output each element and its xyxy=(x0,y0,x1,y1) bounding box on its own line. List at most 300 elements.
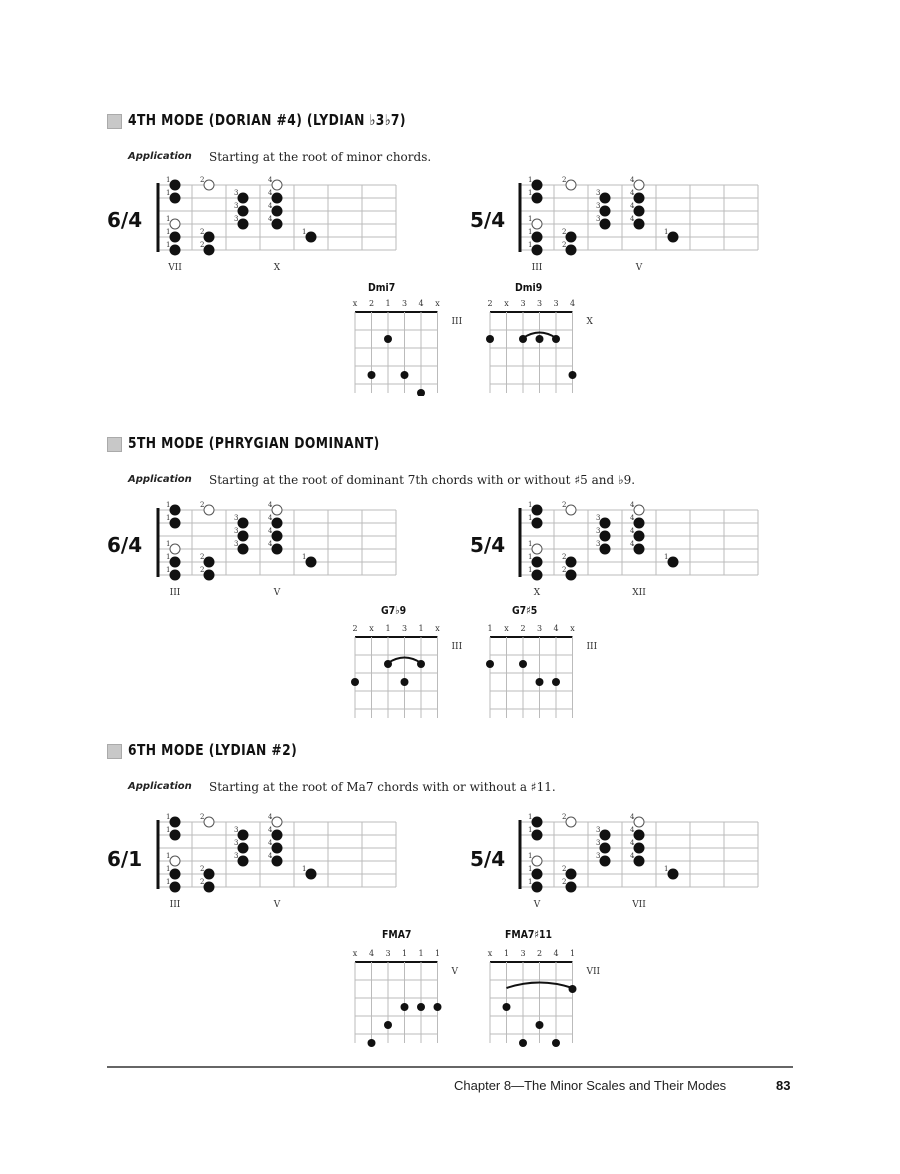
note-dot xyxy=(600,544,611,555)
root-marker xyxy=(532,856,542,866)
note-dot xyxy=(170,505,181,516)
finger-number: 4 xyxy=(268,527,273,535)
finger-dot xyxy=(417,389,425,396)
note-dot xyxy=(600,206,611,217)
finger-dot xyxy=(368,371,376,379)
chord-name: FMA7 xyxy=(382,928,412,941)
note-dot xyxy=(532,882,543,893)
note-dot xyxy=(532,869,543,880)
note-dot xyxy=(272,206,283,217)
note-dot xyxy=(600,830,611,841)
finger-number: 2 xyxy=(562,813,567,821)
section-marker xyxy=(107,744,122,759)
finger-number: 3 xyxy=(596,202,601,210)
note-dot xyxy=(566,232,577,243)
application-label: Application xyxy=(128,474,192,485)
finger-dot xyxy=(401,678,409,686)
scale-diagram-left xyxy=(150,175,410,275)
finger-number: 1 xyxy=(528,813,533,821)
note-dot xyxy=(238,518,249,529)
note-dot xyxy=(634,219,645,230)
note-dot xyxy=(272,193,283,204)
note-dot xyxy=(204,557,215,568)
finger-number: 4 xyxy=(268,176,273,184)
root-marker xyxy=(532,219,542,229)
section-title: 5TH MODE (PHRYGIAN DOMINANT) xyxy=(128,434,380,452)
position-label-right: 5/4 xyxy=(470,208,506,232)
scale-diagram-right xyxy=(512,812,782,917)
note-dot xyxy=(532,570,543,581)
note-dot xyxy=(170,232,181,243)
note-dot xyxy=(566,869,577,880)
string-marking: 2 xyxy=(352,624,358,633)
chord-diagram xyxy=(480,296,600,396)
finger-dot xyxy=(417,1003,425,1011)
finger-number: 2 xyxy=(562,865,567,873)
note-dot xyxy=(272,518,283,529)
finger-number: 4 xyxy=(268,215,273,223)
finger-number: 2 xyxy=(200,228,205,236)
finger-number: 4 xyxy=(630,540,635,548)
note-dot xyxy=(600,219,611,230)
application-label: Application xyxy=(128,151,192,162)
fret-position-label: V xyxy=(635,263,643,273)
finger-dot xyxy=(519,1039,527,1047)
finger-number: 1 xyxy=(664,228,669,236)
finger-number: 1 xyxy=(528,176,533,184)
finger-dot xyxy=(536,335,544,343)
finger-number: 1 xyxy=(528,826,533,834)
note-dot xyxy=(204,882,215,893)
finger-number: 3 xyxy=(596,189,601,197)
note-dot xyxy=(272,830,283,841)
finger-number: 1 xyxy=(528,852,533,860)
note-dot xyxy=(272,219,283,230)
finger-number: 1 xyxy=(166,826,171,834)
chord-name: G7♭9 xyxy=(381,604,407,617)
note-dot xyxy=(170,817,181,828)
fret-position-label: X xyxy=(533,588,541,598)
note-dot xyxy=(238,206,249,217)
note-dot xyxy=(170,193,181,204)
string-marking: 4 xyxy=(418,299,424,308)
finger-number: 1 xyxy=(528,540,533,548)
section-marker xyxy=(107,114,122,129)
finger-dot xyxy=(384,335,392,343)
note-dot xyxy=(600,531,611,542)
fret-position-label: VII xyxy=(632,900,646,910)
note-dot xyxy=(170,570,181,581)
finger-number: 1 xyxy=(302,553,307,561)
string-marking: 4 xyxy=(368,949,375,958)
finger-number: 3 xyxy=(234,527,239,535)
finger-number: 1 xyxy=(528,228,533,236)
finger-number: 3 xyxy=(596,527,601,535)
root-marker xyxy=(634,180,644,190)
note-dot xyxy=(204,232,215,243)
finger-number: 1 xyxy=(166,514,171,522)
string-marking: 3 xyxy=(536,624,543,633)
note-dot xyxy=(306,232,317,243)
finger-number: 1 xyxy=(166,228,171,236)
finger-number: 3 xyxy=(234,839,239,847)
finger-dot xyxy=(503,1003,511,1011)
finger-number: 1 xyxy=(166,813,171,821)
string-marking: 3 xyxy=(520,299,526,308)
fret-position-label: X xyxy=(273,263,281,273)
string-marking: 1 xyxy=(418,624,424,633)
section-title: 4TH MODE (DORIAN #4) (LYDIAN ♭3♭7) xyxy=(128,111,406,129)
string-marking: 1 xyxy=(418,949,424,958)
note-dot xyxy=(204,869,215,880)
string-marking: 3 xyxy=(385,949,391,958)
note-dot xyxy=(566,570,577,581)
finger-number: 1 xyxy=(166,865,171,873)
finger-number: 2 xyxy=(200,553,205,561)
finger-number: 2 xyxy=(200,241,205,249)
string-marking: 2 xyxy=(487,299,493,308)
string-marking: 3 xyxy=(520,949,526,958)
fret-position-label: VII xyxy=(168,263,182,273)
string-marking: x xyxy=(435,624,440,633)
root-marker xyxy=(532,544,542,554)
note-dot xyxy=(668,869,679,880)
finger-dot xyxy=(536,678,544,686)
note-dot xyxy=(668,557,679,568)
note-dot xyxy=(532,180,543,191)
string-marking: 4 xyxy=(553,949,559,958)
note-dot xyxy=(272,856,283,867)
note-dot xyxy=(532,505,543,516)
chord-diagram xyxy=(480,621,600,721)
finger-number: 3 xyxy=(234,189,239,197)
chord-diagram xyxy=(345,296,465,396)
finger-number: 1 xyxy=(166,215,171,223)
finger-number: 2 xyxy=(562,501,567,509)
note-dot xyxy=(170,518,181,529)
fret-position-label: III xyxy=(169,900,181,910)
note-dot xyxy=(306,869,317,880)
string-marking: 1 xyxy=(401,949,408,958)
note-dot xyxy=(170,557,181,568)
finger-number: 1 xyxy=(528,501,533,509)
finger-number: 2 xyxy=(562,566,567,574)
note-dot xyxy=(170,245,181,256)
application-text: Starting at the root of minor chords. xyxy=(209,150,432,164)
finger-number: 4 xyxy=(630,852,635,860)
finger-number: 1 xyxy=(528,514,533,522)
string-marking: 1 xyxy=(385,624,391,633)
chord-fret-label: V xyxy=(451,967,458,977)
note-dot xyxy=(532,557,543,568)
fret-position-label: XII xyxy=(632,588,646,598)
finger-number: 4 xyxy=(268,839,273,847)
note-dot xyxy=(634,544,645,555)
string-marking: 1 xyxy=(385,299,391,308)
finger-number: 1 xyxy=(166,501,171,509)
note-dot xyxy=(306,557,317,568)
position-label-left: 6/1 xyxy=(107,847,143,871)
note-dot xyxy=(532,817,543,828)
section-title: 6TH MODE (LYDIAN #2) xyxy=(128,741,298,759)
note-dot xyxy=(634,206,645,217)
finger-number: 3 xyxy=(596,839,601,847)
finger-number: 1 xyxy=(166,540,171,548)
application-label: Application xyxy=(128,781,192,792)
finger-number: 3 xyxy=(596,514,601,522)
note-dot xyxy=(238,193,249,204)
chord-fret-label: X xyxy=(586,317,593,327)
string-marking: 3 xyxy=(553,299,559,308)
string-marking: x xyxy=(487,949,493,958)
note-dot xyxy=(532,193,543,204)
fret-position-label: V xyxy=(273,588,281,598)
fret-position-label: V xyxy=(533,900,541,910)
note-dot xyxy=(204,245,215,256)
page-number: 83 xyxy=(776,1078,791,1093)
finger-number: 4 xyxy=(630,813,635,821)
application-text: Starting at the root of dominant 7th chords with or without ♯5 and ♭9. xyxy=(209,473,636,487)
string-marking: 3 xyxy=(401,299,408,308)
note-dot xyxy=(204,570,215,581)
finger-number: 4 xyxy=(268,540,273,548)
finger-dot xyxy=(552,1039,560,1047)
finger-dot xyxy=(486,335,494,343)
note-dot xyxy=(238,856,249,867)
string-marking: 3 xyxy=(536,299,543,308)
note-dot xyxy=(634,830,645,841)
finger-number: 1 xyxy=(166,176,171,184)
finger-number: 1 xyxy=(528,215,533,223)
finger-dot xyxy=(519,335,527,343)
finger-number: 1 xyxy=(528,865,533,873)
finger-number: 1 xyxy=(528,189,533,197)
string-marking: 1 xyxy=(503,949,510,958)
note-dot xyxy=(170,869,181,880)
finger-dot xyxy=(401,371,409,379)
finger-dot xyxy=(552,678,560,686)
finger-number: 4 xyxy=(630,826,635,834)
finger-number: 4 xyxy=(630,527,635,535)
root-marker xyxy=(204,817,214,827)
note-dot xyxy=(566,557,577,568)
chord-name: G7♯5 xyxy=(512,604,538,617)
string-marking: 2 xyxy=(520,624,526,633)
finger-dot xyxy=(486,660,494,668)
finger-number: 4 xyxy=(630,839,635,847)
finger-number: 4 xyxy=(268,501,273,509)
position-label-right: 5/4 xyxy=(470,533,506,557)
finger-number: 1 xyxy=(166,189,171,197)
note-dot xyxy=(634,193,645,204)
finger-number: 1 xyxy=(528,553,533,561)
string-marking: x xyxy=(369,624,374,633)
finger-number: 3 xyxy=(596,852,601,860)
finger-number: 1 xyxy=(528,566,533,574)
finger-number: 1 xyxy=(664,553,669,561)
fret-position-label: III xyxy=(531,263,543,273)
finger-number: 2 xyxy=(562,228,567,236)
note-dot xyxy=(272,843,283,854)
string-marking: 1 xyxy=(434,949,441,958)
chord-name: Dmi9 xyxy=(515,281,543,294)
note-dot xyxy=(634,856,645,867)
finger-number: 2 xyxy=(562,878,567,886)
root-marker xyxy=(170,856,180,866)
root-marker xyxy=(272,180,282,190)
root-marker xyxy=(272,505,282,515)
finger-dot xyxy=(401,1003,409,1011)
finger-number: 2 xyxy=(200,878,205,886)
footer-rule xyxy=(107,1066,793,1068)
root-marker xyxy=(566,505,576,515)
chord-fret-label: VII xyxy=(586,967,601,977)
note-dot xyxy=(170,830,181,841)
note-dot xyxy=(272,531,283,542)
finger-number: 4 xyxy=(268,514,273,522)
note-dot xyxy=(566,245,577,256)
finger-number: 4 xyxy=(630,514,635,522)
finger-number: 2 xyxy=(200,566,205,574)
chord-diagram xyxy=(345,946,465,1052)
note-dot xyxy=(238,219,249,230)
finger-number: 4 xyxy=(630,202,635,210)
finger-number: 2 xyxy=(562,176,567,184)
note-dot xyxy=(532,232,543,243)
finger-number: 3 xyxy=(234,540,239,548)
finger-number: 2 xyxy=(200,501,205,509)
note-dot xyxy=(634,531,645,542)
finger-number: 4 xyxy=(268,826,273,834)
root-marker xyxy=(634,505,644,515)
note-dot xyxy=(170,882,181,893)
string-marking: x xyxy=(352,949,358,958)
chord-name: FMA7♯11 xyxy=(505,928,552,941)
finger-number: 3 xyxy=(234,215,239,223)
finger-number: 2 xyxy=(200,865,205,873)
note-dot xyxy=(238,843,249,854)
string-marking: 4 xyxy=(553,624,559,633)
string-marking: x xyxy=(504,299,509,308)
note-dot xyxy=(238,531,249,542)
finger-dot xyxy=(434,1003,442,1011)
finger-dot xyxy=(384,660,392,668)
chord-fret-label: III xyxy=(586,642,598,652)
note-dot xyxy=(170,180,181,191)
finger-number: 1 xyxy=(166,241,171,249)
finger-number: 1 xyxy=(664,865,669,873)
finger-dot xyxy=(384,1021,392,1029)
finger-number: 3 xyxy=(596,215,601,223)
root-marker xyxy=(272,817,282,827)
string-marking: 4 xyxy=(569,299,576,308)
finger-number: 1 xyxy=(528,878,533,886)
finger-number: 3 xyxy=(234,826,239,834)
scale-diagram-right xyxy=(512,500,782,600)
finger-number: 1 xyxy=(528,241,533,249)
string-marking: x xyxy=(504,624,509,633)
finger-number: 4 xyxy=(268,813,273,821)
finger-number: 4 xyxy=(268,189,273,197)
note-dot xyxy=(600,843,611,854)
string-marking: 1 xyxy=(487,624,493,633)
finger-number: 1 xyxy=(166,566,171,574)
finger-number: 1 xyxy=(302,228,307,236)
fret-position-label: III xyxy=(169,588,181,598)
finger-number: 1 xyxy=(166,553,171,561)
root-marker xyxy=(634,817,644,827)
finger-dot xyxy=(536,1021,544,1029)
finger-number: 3 xyxy=(596,826,601,834)
chord-fret-label: III xyxy=(451,317,463,327)
note-dot xyxy=(600,518,611,529)
note-dot xyxy=(238,544,249,555)
note-dot xyxy=(532,245,543,256)
finger-number: 3 xyxy=(234,514,239,522)
finger-number: 1 xyxy=(166,852,171,860)
string-marking: x xyxy=(352,299,358,308)
position-label-left: 6/4 xyxy=(107,533,143,557)
finger-number: 3 xyxy=(234,202,239,210)
chord-diagram xyxy=(345,621,465,721)
finger-number: 2 xyxy=(200,813,205,821)
finger-dot xyxy=(368,1039,376,1047)
scale-diagram-left xyxy=(150,500,410,600)
root-marker xyxy=(566,817,576,827)
note-dot xyxy=(566,882,577,893)
string-marking: 2 xyxy=(536,949,543,958)
section-marker xyxy=(107,437,122,452)
note-dot xyxy=(238,830,249,841)
finger-dot xyxy=(569,985,577,993)
note-dot xyxy=(532,518,543,529)
finger-dot xyxy=(519,660,527,668)
note-dot xyxy=(600,856,611,867)
position-label-right: 5/4 xyxy=(470,847,506,871)
finger-number: 3 xyxy=(596,540,601,548)
chord-fret-label: III xyxy=(451,642,463,652)
fret-position-label: V xyxy=(273,900,281,910)
footer-chapter: Chapter 8—The Minor Scales and Their Modes xyxy=(454,1078,727,1093)
finger-dot xyxy=(351,678,359,686)
note-dot xyxy=(600,193,611,204)
chord-name: Dmi7 xyxy=(368,281,396,294)
string-marking: 2 xyxy=(368,299,375,308)
finger-number: 4 xyxy=(268,852,273,860)
finger-dot xyxy=(569,371,577,379)
string-marking: x xyxy=(435,299,440,308)
finger-number: 3 xyxy=(234,852,239,860)
string-marking: 1 xyxy=(569,949,576,958)
finger-number: 2 xyxy=(562,241,567,249)
finger-number: 4 xyxy=(630,189,635,197)
finger-number: 4 xyxy=(630,176,635,184)
note-dot xyxy=(532,830,543,841)
root-marker xyxy=(170,544,180,554)
finger-number: 4 xyxy=(630,215,635,223)
scale-diagram-left xyxy=(150,812,410,917)
string-marking: x xyxy=(570,624,575,633)
finger-dot xyxy=(417,660,425,668)
root-marker xyxy=(204,180,214,190)
string-marking: 3 xyxy=(401,624,408,633)
finger-number: 1 xyxy=(166,878,171,886)
application-text: Starting at the root of Ma7 chords with or without a ♯11. xyxy=(209,780,556,794)
root-marker xyxy=(204,505,214,515)
note-dot xyxy=(634,518,645,529)
note-dot xyxy=(634,843,645,854)
finger-number: 4 xyxy=(268,202,273,210)
